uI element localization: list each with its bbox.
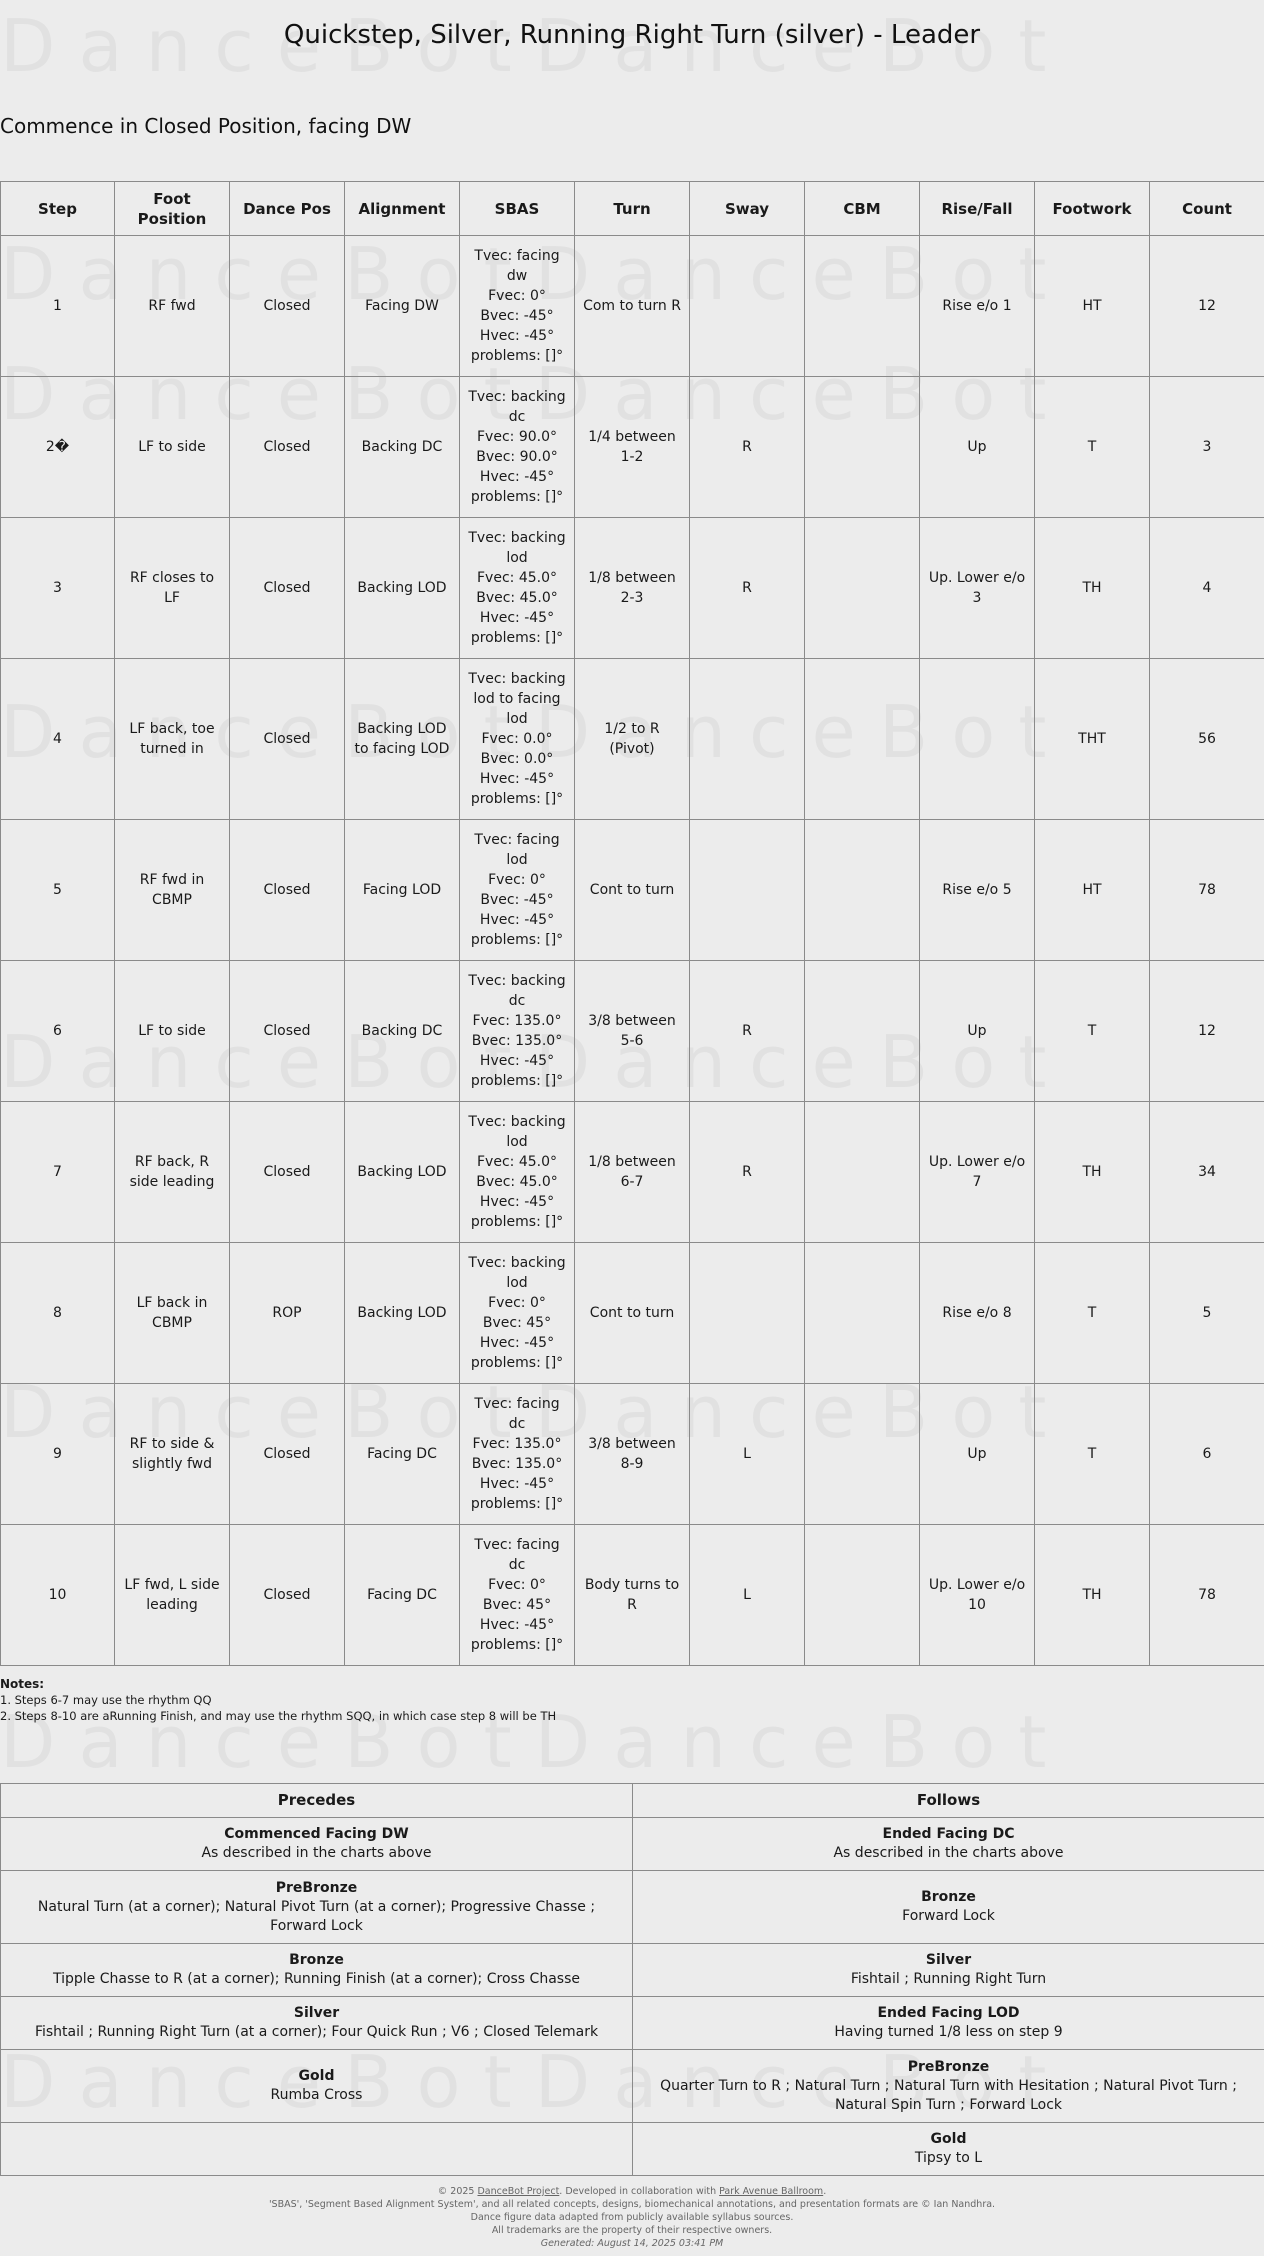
cell-dance-pos: ROP [230, 1243, 345, 1384]
sbas-line: Bvec: 45.0° [476, 590, 558, 606]
footer-generated [0, 2237, 1264, 2250]
cell-foot-position: LF to side [115, 377, 230, 518]
sbas-line: Bvec: 45.0° [476, 1174, 558, 1190]
col-header-sbas: SBAS [460, 182, 575, 236]
sbas-line: problems: []° [470, 489, 564, 505]
sbas-line: Bvec: 45° [482, 1597, 552, 1613]
pf-group-heading: Gold [930, 2131, 967, 2147]
cell-rise-fall: Up [920, 377, 1035, 518]
sbas-line: Fvec: 0° [488, 288, 546, 304]
cell-step: 1 [1, 236, 115, 377]
cell-cbm [805, 518, 920, 659]
pf-row [1, 2123, 1264, 2176]
pf-group-heading: Bronze [921, 1889, 976, 1905]
sbas-line: Hvec: -45° [479, 912, 555, 928]
pf-figure-list: As described in the charts above [833, 1845, 1064, 1861]
follows-cell [633, 1944, 1264, 1997]
cell-cbm [805, 377, 920, 518]
cell-sbas [460, 236, 575, 377]
cell-cbm [805, 659, 920, 820]
pf-group-heading: Commenced Facing DW [224, 1826, 409, 1842]
cell-alignment: Backing DC [345, 377, 460, 518]
cell-alignment: Facing DC [345, 1525, 460, 1666]
sbas-line: Tvec: backing lod to facing lod [468, 671, 566, 727]
cell-sbas [460, 518, 575, 659]
cell-sbas [460, 1102, 575, 1243]
cell-foot-position: LF back in CBMP [115, 1243, 230, 1384]
cell-rise-fall: Up. Lower e/o 7 [920, 1102, 1035, 1243]
cell-sway: L [690, 1525, 805, 1666]
sbas-line: problems: []° [470, 1496, 564, 1512]
step-row [1, 1243, 1264, 1384]
cell-step: 10 [1, 1525, 115, 1666]
cell-step: 9 [1, 1384, 115, 1525]
cell-dance-pos: Closed [230, 236, 345, 377]
cell-sbas [460, 1525, 575, 1666]
sbas-line: Tvec: facing lod [474, 832, 560, 868]
pf-figure-list: Tipsy to L [914, 2150, 983, 2166]
collab-text: . Developed in collaboration with [559, 2186, 720, 2197]
cell-alignment: Backing LOD to facing LOD [345, 659, 460, 820]
cell-footwork: T [1035, 377, 1150, 518]
cell-count: 78 [1150, 1525, 1264, 1666]
cell-turn: Cont to turn [575, 1243, 690, 1384]
cell-cbm [805, 961, 920, 1102]
cell-footwork: HT [1035, 236, 1150, 377]
sbas-line: problems: []° [470, 1073, 564, 1089]
page-title: Quickstep, Silver, Running Right Turn (silver) - Leader [283, 20, 981, 50]
cell-foot-position: RF fwd [115, 236, 230, 377]
sbas-line: Bvec: 45° [482, 1315, 552, 1331]
sbas-line: Tvec: backing lod [468, 1255, 566, 1291]
cell-dance-pos: Closed [230, 820, 345, 961]
cell-footwork: T [1035, 1384, 1150, 1525]
sbas-line: Bvec: -45° [480, 892, 554, 908]
cell-count: 3 [1150, 377, 1264, 518]
cell-count: 56 [1150, 659, 1264, 820]
cell-rise-fall: Up. Lower e/o 10 [920, 1525, 1035, 1666]
col-header-footwork: Footwork [1035, 182, 1150, 236]
follows-cell [633, 1871, 1264, 1944]
cell-foot-position: LF back, toe turned in [115, 659, 230, 820]
cell-count: 6 [1150, 1384, 1264, 1525]
cell-count: 4 [1150, 518, 1264, 659]
cell-alignment: Facing DW [345, 236, 460, 377]
cell-rise-fall: Up [920, 1384, 1035, 1525]
pf-figure-list: Fishtail ; Running Right Turn [850, 1971, 1047, 1987]
cell-sway [690, 659, 805, 820]
sbas-line: Fvec: 0° [488, 872, 546, 888]
pf-group-heading: Ended Facing LOD [877, 2005, 1020, 2021]
sbas-line: Hvec: -45° [479, 1617, 555, 1633]
cell-alignment: Facing DC [345, 1384, 460, 1525]
sbas-line: Hvec: -45° [479, 610, 555, 626]
sbas-line: problems: []° [470, 791, 564, 807]
cell-sbas [460, 1384, 575, 1525]
col-header-rise-fall: Rise/Fall [920, 182, 1035, 236]
cell-foot-position: RF fwd in CBMP [115, 820, 230, 961]
cell-turn: Com to turn R [575, 236, 690, 377]
cell-foot-position: RF closes to LF [115, 518, 230, 659]
pf-group-heading: Bronze [289, 1952, 344, 1968]
sbas-line: Fvec: 45.0° [477, 570, 557, 586]
sbas-line: Fvec: 45.0° [477, 1154, 557, 1170]
precedes-cell [1, 1871, 633, 1944]
cell-rise-fall: Up. Lower e/o 3 [920, 518, 1035, 659]
sbas-line: Bvec: 0.0° [480, 751, 554, 767]
sbas-line: Tvec: facing dc [474, 1537, 560, 1573]
sbas-line: Fvec: 0.0° [481, 731, 553, 747]
sbas-line: Tvec: backing lod [468, 1114, 566, 1150]
cell-cbm [805, 1384, 920, 1525]
cell-count: 12 [1150, 961, 1264, 1102]
steps-header-row [1, 182, 1264, 236]
cell-rise-fall: Rise e/o 8 [920, 1243, 1035, 1384]
sbas-line: problems: []° [470, 1637, 564, 1653]
sbas-line: Tvec: backing lod [468, 530, 566, 566]
cell-count: 78 [1150, 820, 1264, 961]
pf-row [1, 2050, 1264, 2123]
cell-cbm [805, 1243, 920, 1384]
follows-cell [633, 2050, 1264, 2123]
cell-alignment: Backing LOD [345, 1243, 460, 1384]
pf-row [1, 1818, 1264, 1871]
cell-alignment: Backing LOD [345, 518, 460, 659]
col-header-precedes: Precedes [1, 1784, 633, 1818]
pf-group-heading: PreBronze [907, 2058, 990, 2075]
cell-turn: 3/8 between 8-9 [575, 1384, 690, 1525]
sbas-line: Hvec: -45° [479, 1476, 555, 1492]
cell-footwork: T [1035, 1243, 1150, 1384]
cell-sway: R [690, 518, 805, 659]
step-row [1, 1384, 1264, 1525]
precedes-cell [1, 1818, 633, 1871]
cell-footwork: HT [1035, 820, 1150, 961]
sbas-line: problems: []° [470, 1355, 564, 1371]
cell-footwork: THT [1035, 659, 1150, 820]
cell-dance-pos: Closed [230, 1525, 345, 1666]
col-header-step: Step [1, 182, 115, 236]
cell-dance-pos: Closed [230, 1384, 345, 1525]
pf-figure-list: As described in the charts above [201, 1845, 432, 1861]
pf-row [1, 1997, 1264, 2050]
sbas-line: problems: []° [470, 348, 564, 364]
pf-row [1, 1871, 1264, 1944]
footer-sbas-notice: 'SBAS', 'Segment Based Alignment System', and all related concepts, designs, biomechanical annotations, and presentation formats are © Ian Nandhra. [268, 2199, 996, 2210]
cell-dance-pos: Closed [230, 659, 345, 820]
cell-sbas [460, 1243, 575, 1384]
step-row [1, 659, 1264, 820]
cell-sway [690, 236, 805, 377]
cell-alignment: Backing LOD [345, 1102, 460, 1243]
cell-foot-position: RF to side & slightly fwd [115, 1384, 230, 1525]
cell-sbas [460, 659, 575, 820]
pf-row [1, 1944, 1264, 1997]
cell-sway: R [690, 377, 805, 518]
sbas-line: Fvec: 90.0° [477, 429, 557, 445]
cell-step: 6 [1, 961, 115, 1102]
footer-trademark-notice: All trademarks are the property of their respective owners. [491, 2225, 773, 2236]
pf-figure-list: Having turned 1/8 less on step 9 [834, 2024, 1063, 2040]
notes-label: Notes: [0, 1677, 45, 1691]
cell-cbm [805, 1525, 920, 1666]
step-row [1, 820, 1264, 961]
pf-group-heading: Silver [925, 1952, 972, 1968]
copyright-text: © 2025 [437, 2186, 478, 2197]
cell-footwork: TH [1035, 518, 1150, 659]
sbas-line: Bvec: 90.0° [476, 449, 558, 465]
follows-cell [633, 2123, 1264, 2176]
cell-rise-fall: Rise e/o 1 [920, 236, 1035, 377]
sbas-line: Hvec: -45° [479, 1194, 555, 1210]
step-row [1, 377, 1264, 518]
sbas-line: Tvec: backing dc [468, 389, 566, 425]
cell-turn: 1/2 to R (Pivot) [575, 659, 690, 820]
sbas-line: Hvec: -45° [479, 328, 555, 344]
cell-footwork: TH [1035, 1525, 1150, 1666]
precedes-cell [1, 2050, 633, 2123]
cell-cbm [805, 820, 920, 961]
cell-dance-pos: Closed [230, 961, 345, 1102]
pf-figure-list: Quarter Turn to R ; Natural Turn ; Natural Turn with Hesitation ; Natural Pivot Turn ; Natural Spin Turn ; Forward Lock [660, 2077, 1237, 2113]
col-header-dance-pos: Dance Pos [230, 182, 345, 236]
cell-turn: 1/8 between 6-7 [575, 1102, 690, 1243]
dancebot-project-link[interactable]: DanceBot Project [477, 2186, 560, 2197]
pf-group-heading: Ended Facing DC [882, 1826, 1015, 1842]
sbas-line: Hvec: -45° [479, 1053, 555, 1069]
cell-turn: 1/4 between 1-2 [575, 377, 690, 518]
cell-footwork: T [1035, 961, 1150, 1102]
pf-figure-list: Rumba Cross [270, 2087, 363, 2103]
footer [0, 2185, 1264, 2250]
cell-sbas [460, 377, 575, 518]
precedes-cell [1, 1944, 633, 1997]
cell-foot-position: RF back, R side leading [115, 1102, 230, 1243]
cell-step: 4 [1, 659, 115, 820]
cell-step: 2� [1, 377, 115, 518]
sbas-line: Bvec: 135.0° [471, 1033, 563, 1049]
sbas-line: Bvec: 135.0° [471, 1456, 563, 1472]
sbas-line: problems: []° [470, 630, 564, 646]
follows-cell [633, 1997, 1264, 2050]
sbas-line: Tvec: facing dw [474, 248, 560, 284]
sbas-line: problems: []° [470, 932, 564, 948]
step-row [1, 236, 1264, 377]
col-header-cbm: CBM [805, 182, 920, 236]
cell-step: 8 [1, 1243, 115, 1384]
pf-figure-list: Fishtail ; Running Right Turn (at a corner); Four Quick Run ; V6 ; Closed Telemark [34, 2024, 599, 2040]
pf-figure-list: Tipple Chasse to R (at a corner); Running Finish (at a corner); Cross Chasse [53, 1971, 580, 1987]
pf-group-heading: Silver [293, 2005, 340, 2021]
commence-heading: Commence in Closed Position, facing DW [0, 114, 412, 138]
step-row [1, 1102, 1264, 1243]
cell-sbas [460, 961, 575, 1102]
cell-sway: R [690, 961, 805, 1102]
pf-figure-list: Forward Lock [902, 1908, 995, 1924]
follows-cell [633, 1818, 1264, 1871]
cell-count: 34 [1150, 1102, 1264, 1243]
col-header-foot-position: Foot Position [115, 182, 230, 236]
cell-rise-fall: Up [920, 961, 1035, 1102]
sbas-line: Tvec: facing dc [474, 1396, 560, 1432]
cell-step: 3 [1, 518, 115, 659]
cell-turn: 1/8 between 2-3 [575, 518, 690, 659]
sbas-line: Fvec: 0° [488, 1577, 546, 1593]
collab-suffix: . [823, 2186, 827, 2197]
step-row [1, 1525, 1264, 1666]
cell-dance-pos: Closed [230, 377, 345, 518]
cell-foot-position: LF to side [115, 961, 230, 1102]
col-header-turn: Turn [575, 182, 690, 236]
pf-group-heading: PreBronze [275, 1879, 358, 1896]
sbas-line: problems: []° [470, 1214, 564, 1230]
step-row [1, 961, 1264, 1102]
cell-sway: R [690, 1102, 805, 1243]
pf-figure-list: Natural Turn (at a corner); Natural Pivot Turn (at a corner); Progressive Chasse ; Forward Lock [37, 1898, 596, 1934]
cell-sway [690, 1243, 805, 1384]
step-row [1, 518, 1264, 659]
sbas-line: Fvec: 0° [488, 1295, 546, 1311]
cell-sway: L [690, 1384, 805, 1525]
col-header-count: Count [1150, 182, 1264, 236]
cell-turn: Body turns to R [575, 1525, 690, 1666]
cell-dance-pos: Closed [230, 518, 345, 659]
sbas-line: Fvec: 135.0° [472, 1013, 562, 1029]
footer-copyright [0, 2185, 1264, 2198]
cell-count: 12 [1150, 236, 1264, 377]
park-avenue-ballroom-link[interactable]: Park Avenue Ballroom [719, 2186, 824, 2197]
cell-cbm [805, 236, 920, 377]
cell-alignment: Facing LOD [345, 820, 460, 961]
cell-turn: 3/8 between 5-6 [575, 961, 690, 1102]
notes [0, 1676, 556, 1724]
sbas-line: Bvec: -45° [480, 308, 554, 324]
cell-count: 5 [1150, 1243, 1264, 1384]
cell-sway [690, 820, 805, 961]
sbas-line: Hvec: -45° [479, 771, 555, 787]
precedes-cell [1, 1997, 633, 2050]
cell-step: 7 [1, 1102, 115, 1243]
footer-source-notice: Dance figure data adapted from publicly available syllabus sources. [470, 2212, 794, 2223]
cell-cbm [805, 1102, 920, 1243]
precedes-follows-table [0, 1783, 1264, 2176]
generated-text: Generated: August 14, 2025 03:41 PM [540, 2238, 724, 2249]
cell-footwork: TH [1035, 1102, 1150, 1243]
col-header-sway: Sway [690, 182, 805, 236]
pf-group-heading: Gold [298, 2068, 335, 2084]
steps-table [0, 181, 1264, 1666]
sbas-line: Hvec: -45° [479, 469, 555, 485]
sbas-line: Fvec: 135.0° [472, 1436, 562, 1452]
cell-sbas [460, 820, 575, 961]
cell-foot-position: LF fwd, L side leading [115, 1525, 230, 1666]
col-header-follows: Follows [633, 1784, 1264, 1818]
cell-step: 5 [1, 820, 115, 961]
cell-dance-pos: Closed [230, 1102, 345, 1243]
note-item: 1. Steps 6-7 may use the rhythm QQ [0, 1693, 212, 1707]
cell-rise-fall: Rise e/o 5 [920, 820, 1035, 961]
precedes-cell [1, 2123, 633, 2176]
cell-rise-fall [920, 659, 1035, 820]
cell-alignment: Backing DC [345, 961, 460, 1102]
sbas-line: Tvec: backing dc [468, 973, 566, 1009]
pf-header-row [1, 1784, 1264, 1818]
cell-turn: Cont to turn [575, 820, 690, 961]
note-item: 2. Steps 8-10 are aRunning Finish, and may use the rhythm SQQ, in which case step 8 will be TH [0, 1709, 557, 1723]
sbas-line: Hvec: -45° [479, 1335, 555, 1351]
col-header-alignment: Alignment [345, 182, 460, 236]
